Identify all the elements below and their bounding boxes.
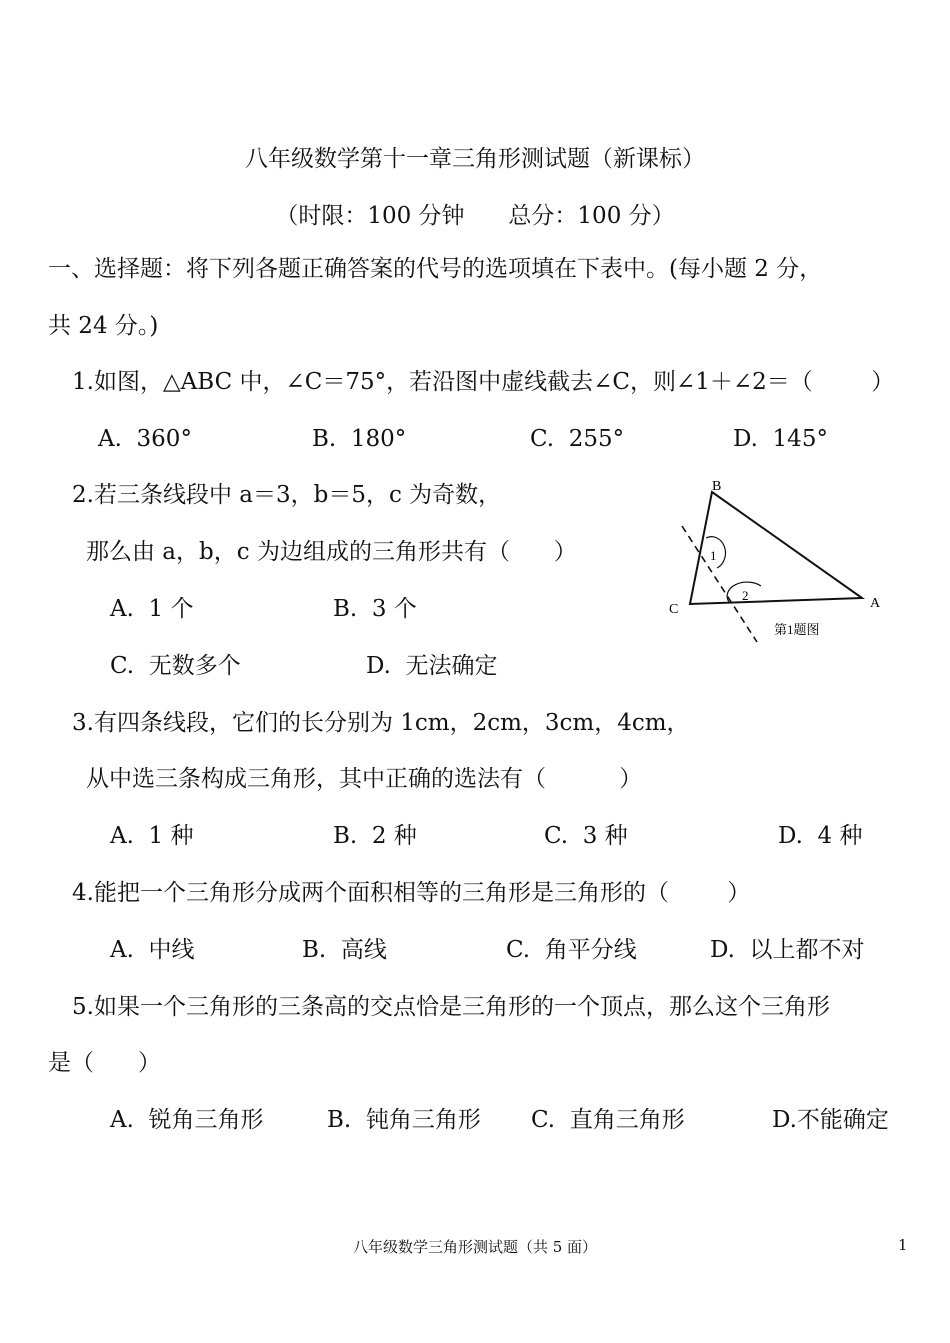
page-footer: 八年级数学三角形测试题（共 5 面）	[352, 1238, 598, 1256]
angle-2-label: 2	[742, 588, 749, 603]
vertex-c-label: C	[669, 602, 679, 617]
q1-option-a: A. 360°	[98, 426, 192, 452]
question-3-line2: 从中选三条构成三角形，其中正确的选法有（ ）	[86, 766, 643, 792]
triangle-figure	[660, 470, 890, 650]
q1-option-c: C. 255°	[530, 426, 625, 452]
q2-option-d: D. 无法确定	[366, 653, 498, 679]
q2-option-c: C. 无数多个	[110, 653, 241, 679]
q3-option-a: A. 1 种	[110, 823, 194, 849]
angle-1-label: 1	[710, 548, 717, 563]
question-1: 1.如图，△ABC 中，∠C＝75°，若沿图中虚线截去∠C，则∠1＋∠2＝（ ）	[72, 369, 895, 395]
question-2-line1: 2.若三条线段中 a＝3，b＝5，c 为奇数，	[72, 482, 502, 508]
figure-caption: 第1题图	[774, 622, 820, 637]
vertex-b-label: B	[712, 479, 722, 494]
q4-option-c: C. 角平分线	[506, 937, 637, 963]
q3-option-d: D. 4 种	[778, 823, 863, 849]
section-instruction-line2: 共 24 分。)	[48, 313, 159, 339]
page-title: 八年级数学第十一章三角形测试题（新课标）	[245, 146, 705, 172]
question-4: 4.能把一个三角形分成两个面积相等的三角形是三角形的（ ）	[72, 880, 751, 906]
q1-option-b: B. 180°	[312, 426, 407, 452]
q5-option-d: D.不能确定	[772, 1107, 889, 1133]
question-2-line2: 那么由 a，b，c 为边组成的三角形共有（ ）	[86, 539, 577, 565]
vertex-a-label: A	[870, 596, 881, 611]
page-number: 1	[898, 1236, 908, 1254]
q4-option-a: A. 中线	[110, 937, 195, 963]
q4-option-b: B. 高线	[302, 937, 387, 963]
question-5-line1: 5.如果一个三角形的三条高的交点恰是三角形的一个顶点，那么这个三角形	[72, 994, 830, 1020]
q5-option-c: C. 直角三角形	[531, 1107, 685, 1133]
question-5-line2: 是（ ）	[48, 1050, 161, 1076]
q5-option-b: B. 钝角三角形	[327, 1107, 481, 1133]
q3-option-b: B. 2 种	[333, 823, 417, 849]
q3-option-c: C. 3 种	[544, 823, 628, 849]
q4-option-d: D. 以上都不对	[710, 937, 865, 963]
section-instruction-line1: 一、选择题：将下列各题正确答案的代号的选项填在下表中。(每小题 2 分，	[48, 256, 823, 282]
exam-info: （时限：100 分钟 总分：100 分）	[275, 203, 675, 229]
q1-option-d: D. 145°	[733, 426, 828, 452]
q5-option-a: A. 锐角三角形	[110, 1107, 264, 1133]
question-3-line1: 3.有四条线段，它们的长分别为 1cm，2cm，3cm，4cm，	[72, 710, 690, 736]
q2-option-b: B. 3 个	[333, 596, 417, 622]
q2-option-a: A. 1 个	[110, 596, 194, 622]
